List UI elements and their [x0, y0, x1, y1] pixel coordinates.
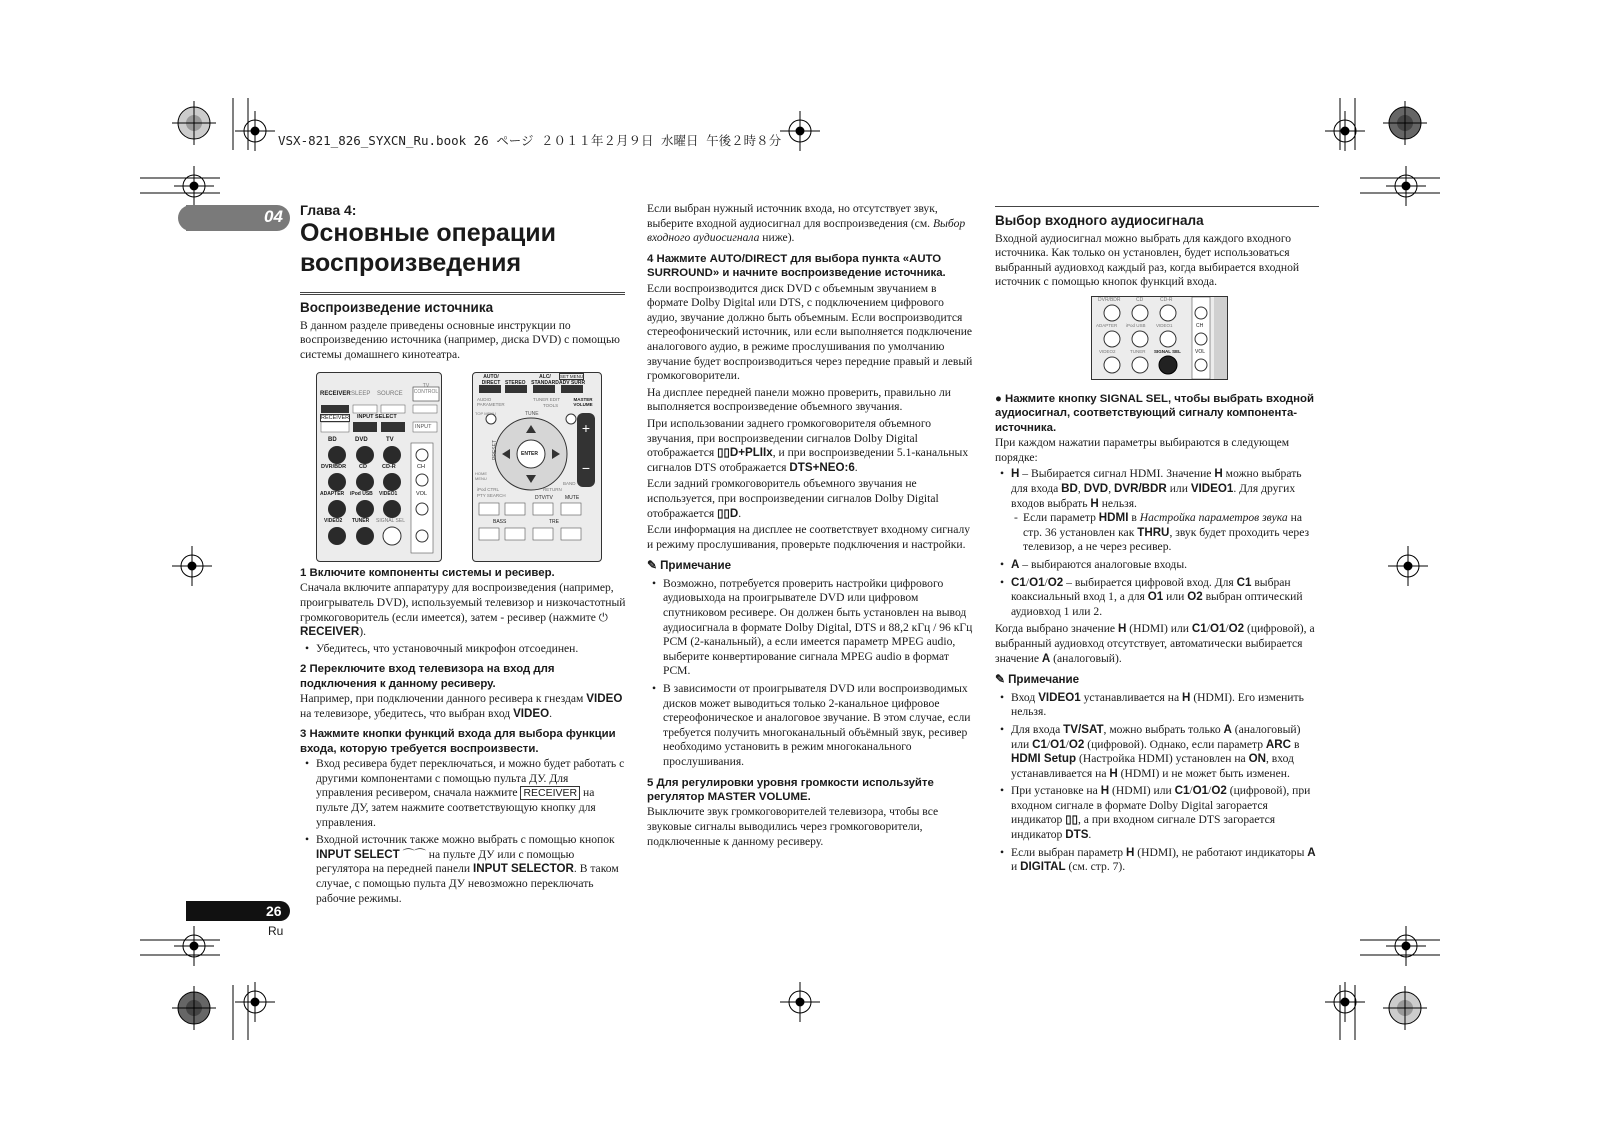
remote-label-tune-top: TUNE [525, 411, 539, 417]
step-4-p2: На дисплее передней панели можно проверить, правильно ли выполняется воспроизведение объемного звучания. [647, 385, 951, 414]
dd-plIIx-indicator: ▯▯D+PLIIx [717, 446, 773, 460]
n2-tvsat: TV/SAT [1063, 722, 1104, 736]
note-heading-col2 [647, 558, 975, 574]
sub-thru: THRU [1137, 525, 1170, 539]
section-rule [300, 292, 625, 295]
remote-label-adv-surr: ADV SURR [559, 380, 586, 386]
column-3 [995, 214, 1320, 292]
remote-label-tuner: TUNER [352, 518, 370, 524]
remote-label-receiver: RECEIVER [320, 391, 351, 397]
step-4-p5: Если информация на дисплее не соответствует входному сигналу и режиму прослушивания, проверьте подключения и настройки. [647, 523, 971, 551]
option-h-d: можно выбрать для входа [1011, 467, 1302, 495]
remote-label-alc-standard: ALC/ STANDARD [531, 374, 559, 386]
option-a-key: A [1011, 557, 1020, 571]
section-title-audio-input: Выбор входного аудиосигнала [995, 213, 1204, 228]
column-3-body [995, 392, 1320, 878]
step-3-bullets [300, 757, 626, 906]
signal-sel-instruction: ● Нажмите кнопку SIGNAL SEL, чтобы выбрать входной аудиосигнал, соответствующий сигналу компонента-источника. [995, 393, 1314, 434]
sub-link: Настройка параметров звука [1139, 511, 1288, 525]
remote-label-adapter: ADAPTER [320, 491, 345, 497]
step-2-a: Например, при подключении данного ресивера к гнездам [300, 692, 587, 706]
col3-when: Когда выбрано значение H (HDMI) или C1/O1/O2 (цифровой), а выбранный аудиовход отсутствует, автоматически выбирается значение A (аналоговый). [995, 622, 1315, 665]
option-h-g: нельзя. [1098, 496, 1137, 510]
n3-b: (HDMI) или [1109, 784, 1175, 798]
n3-c1: C1 [1174, 784, 1190, 798]
remote-label-ipod-ctrl: iPod CTRL [477, 487, 500, 492]
remote-label-input-select: INPUT SELECT [357, 414, 397, 420]
option-c1-o1-o2: • C1/O1/O2 – выбирается цифровой вход. Для C1 выбран коаксиальный вход 1, а для O1 или O2 выбран оптический аудиовход 1 или 2. [1011, 576, 1320, 620]
option-c-f: выбран коаксиальный вход 1, а для [1011, 575, 1291, 604]
remote-label-home-menu: HOME MENU [475, 471, 487, 481]
n2-h: H [1109, 766, 1118, 780]
note-col3-2: • Для входа TV/SAT, можно выбрать только A (аналоговый) или C1/O1/O2 (цифровой). Однако, если параметр ARC в HDMI Setup (Настройка HDMI) установлен на ON, вход устанавливается на H (HDMI) и не может быть изменен. [1011, 723, 1320, 781]
n2-a2: A [1223, 722, 1232, 736]
option-h-c: H [1214, 467, 1223, 481]
step-3-title: 3 Нажмите кнопки функций входа для выбора функции входа, которую требуется воспроизвести. [300, 728, 616, 755]
remote-label-dvr-bdr: DVR/BDR [321, 464, 347, 470]
option-h-dvrbdr: DVR/BDR [1113, 482, 1167, 495]
option-h-e: . Для других входов выбрать [1011, 482, 1296, 510]
n4-a2: A [1307, 845, 1316, 859]
n2-hdmisetup: HDMI Setup [1011, 752, 1077, 766]
n2-c1: C1 [1032, 737, 1047, 751]
remote-illustration-left [316, 372, 442, 562]
remote-label-signal-sel-col3: SIGNAL SEL [1154, 349, 1181, 354]
signal-options-list [995, 467, 1320, 619]
note-title-col3: Примечание [1008, 673, 1080, 687]
remote-label-preset-left: PRESET [492, 439, 499, 461]
pencil-icon: ✎ [647, 558, 658, 573]
note-col2-2: • В зависимости от проигрывателя DVD или воспроизводимых дисков может выводиться только 2-канальное цифровое стереофоническое и аналоговое звучание. В этом случае, если требуется получить многоканальный объёмный звук, ресивер необходимо установить в режим многоканального прослушивания. [663, 682, 975, 770]
column-1 [300, 301, 626, 364]
n2-g: , вход устанавливается на [1011, 752, 1294, 780]
n1-c: (HDMI). Его изменить нельзя. [1011, 690, 1304, 719]
col3-order: При каждом нажатии параметры выбираются в следующем порядке: [995, 436, 1290, 464]
step-4-p1: Если воспроизводится диск DVD с объемным звучанием в формате Dolby Digital или DTS, с подключением цифрового аудио, звучание должно быть объемным. Если воспроизводится стереофонический источник, или если выполняется подключение аналогового аудио, в режиме прослушивания по умолчанию звучание будет воспроизводиться через передние правый и левый громкоговорители. [647, 281, 973, 383]
page-number: 26 [266, 903, 282, 919]
remote-label-bd: BD [328, 437, 337, 443]
remote-label-cd-r-col3: CD-R [1160, 297, 1173, 303]
note-col3-4 [1011, 846, 1320, 875]
n3-dts: DTS [1065, 828, 1089, 842]
remote-label-video1-col3: VIDEO1 [1156, 323, 1173, 328]
remote-label-audio-parameter: AUDIO PARAMETER [477, 397, 505, 407]
remote-label-input: INPUT [415, 424, 432, 430]
option-c-j: выбран оптический аудиовход 1 или 2. [1011, 590, 1303, 618]
remote-label-tools: TOOLS [543, 403, 559, 408]
remote-label-return: RETURN [543, 487, 562, 492]
note-list-col2 [647, 577, 975, 770]
n2-o1: O1 [1050, 737, 1066, 751]
step-4-p3-b: , и при воспроизведении 5.1-канальных сигналов DTS отображается [647, 446, 969, 474]
option-c-b: O1 [1029, 575, 1045, 589]
note-list-col3 [995, 691, 1320, 875]
step-1-title: 1 Включите компоненты системы и ресивер. [300, 567, 555, 579]
receiver-key: RECEIVER [520, 786, 580, 800]
option-h-sublist [1011, 511, 1320, 555]
option-c-i: O2 [1187, 590, 1203, 604]
n3-e: . [1088, 828, 1092, 842]
step-5-text: Выключите звук громкоговорителей телевизора, чтобы все звуковые сигналы выводились через громкоговорители, подключенные к данному ресиверу. [647, 805, 939, 848]
page-language: Ru [268, 924, 284, 938]
section-rule-col3 [995, 206, 1319, 207]
remote-label-video2-col3: VIDEO2 [1099, 349, 1116, 354]
step-4-p4-a: Если задний громкоговоритель объемного звучания не используется, при воспроизведении сигналов Dolby Digital отображается [647, 477, 939, 520]
step-4-title: 4 Нажмите AUTO/DIRECT для выбора пункта «AUTO SURROUND» и начните воспроизведение источника. [647, 252, 946, 280]
remote-label-vol: VOL [416, 491, 428, 497]
note-title-col2: Примечание [660, 559, 732, 573]
chapter-number: 04 [264, 207, 283, 226]
n4-d: (см. стр. 7). [1065, 860, 1126, 874]
option-c-a: C1 [1011, 575, 1026, 589]
remote-illustration-signal-sel [1091, 296, 1228, 380]
input-select-key: INPUT SELECT [316, 847, 400, 861]
option-h-bd: BD [1061, 482, 1078, 495]
step-1-text-a: Сначала включите аппаратуру для воспроизведения (например, проигрыватель DVD), используемый телевизор и низкочастотный громкоговоритель (если имеется), затем - ресивер (нажмите [300, 581, 626, 624]
n4-a: Если выбран параметр [1011, 845, 1127, 859]
when-a: Когда выбрано значение [995, 622, 1118, 636]
n4-c: и [1011, 860, 1021, 874]
n3-dd-indicator: ▯▯ [1065, 813, 1078, 827]
step-3-bullet-2 [316, 833, 626, 906]
step-4-p4 [647, 477, 975, 521]
n1-b: устанавливается на [1080, 690, 1183, 704]
option-h-f: H [1090, 496, 1099, 510]
option-h-or: или [1166, 482, 1191, 495]
remote-label-cd-r: CD-R [382, 464, 396, 470]
n2-o2: O2 [1068, 737, 1085, 751]
option-a [1011, 558, 1320, 573]
option-c-g: O1 [1147, 590, 1164, 604]
dd-indicator: ▯▯D [717, 506, 739, 520]
remote-label-tuner-col3: TUNER [1130, 349, 1146, 354]
remote-label-sleep: SLEEP [351, 391, 371, 397]
remote-label-stereo: STEREO [505, 380, 526, 386]
step-2-video: VIDEO [586, 692, 623, 706]
n2-arc: ARC [1265, 737, 1292, 751]
pencil-icon: ✎ [995, 672, 1006, 687]
sub-b: в [1128, 511, 1140, 525]
n2-i: (HDMI) и не может быть изменен. [1117, 766, 1290, 780]
note-col2-1: • Возможно, потребуется проверить настройки цифрового аудиовыхода на проигрывателе DVD или цифровом спутниковом ресивере. Он должен быть установлен на вывод аудиосигнала в формате Dolby Digital, DTS и 88,2 кГц / 96 кГц PCM (2-канальный), а если имеется параметр MPEG audio, выберите конвертирование сигнала MPEG audio в формат PCM. [663, 577, 975, 679]
sub-c: на стр. 36 установлен как [1023, 511, 1302, 539]
remote-label-tre: TRE [549, 519, 559, 525]
step-2-c: . [549, 706, 553, 720]
remote-label-receiver-2: RECEIVER [321, 415, 350, 421]
step-3-b1-a: Вход ресивера будет переключаться, и можно будет работать с другими компонентами с помощью пульта ДУ. Для управления ресивером, сначала нажмите [316, 757, 625, 800]
option-h-sub [1023, 511, 1320, 555]
step-3-b1-b: на пульте ДУ, затем нажмите соответствующую кнопку для управления. [316, 786, 596, 829]
remote-label-dvd: DVD [355, 437, 368, 443]
n4-digital: DIGITAL [1020, 860, 1066, 874]
step-1-text-b: ). [359, 625, 367, 639]
input-select-arrows-icon: ⌒⌒ [402, 847, 426, 861]
n2-c: (аналоговый) или [1011, 722, 1301, 751]
sub-d: , звук будет проходить через телевизор, а не через ресивер. [1023, 525, 1310, 554]
when-a2: A [1041, 651, 1051, 665]
sub-hdmi: HDMI [1098, 511, 1129, 525]
chapter-label: Глава 4: [300, 202, 357, 218]
option-h: • H – Выбирается сигнал HDMI. Значение H можно выбрать для входа BD, DVD, DVR/BDR или VIDEO1. Для других входов выбрать H нельзя. - Если параметр HDMI в Настройка параметров звука на стр. 36 установлен как THRU, звук будет проходить через телевизор, а не через ресивер. [1011, 467, 1320, 555]
step-1-bullets [300, 642, 626, 657]
remote-label-video2: VIDEO2 [324, 518, 343, 524]
power-icon: ⏻ [598, 610, 608, 624]
input-selector-key: INPUT SELECTOR [473, 862, 574, 876]
when-c: (цифровой), а выбранный аудиовход отсутствует, автоматически выбирается значение [995, 622, 1315, 665]
n3-o1: O1 [1192, 784, 1209, 798]
remote-label-ch-col3: CH [1196, 323, 1204, 329]
remote-label-dvr-bdr-col3: DVR/BDR [1098, 297, 1121, 303]
option-h-key: H [1011, 467, 1020, 481]
section-intro: В данном разделе приведены основные инструкции по воспроизведению источника (например, диска DVD) с помощью системы домашнего кинотеатра. [300, 318, 620, 361]
step-4-p4-b: . [738, 506, 742, 520]
section-title-playback: Воспроизведение источника [300, 300, 494, 315]
remote-label-ipod-usb-col3: iPod USB [1126, 323, 1146, 328]
n3-h: H [1100, 784, 1110, 798]
remote-label-enter: ENTER [521, 451, 538, 457]
option-c-d: – выбирается цифровой вход. Для [1063, 575, 1237, 589]
n2-e: в [1291, 737, 1300, 751]
step-3-bullet-1 [316, 757, 626, 830]
n1-video1: VIDEO1 [1038, 690, 1081, 704]
when-b: (HDMI) или [1126, 622, 1192, 636]
step-1-receiver: RECEIVER [300, 625, 360, 639]
remote-label-set-menu: SET MENU [560, 374, 584, 379]
step-2-b: на телевизоре, убедитесь, что выбран вход [300, 706, 514, 720]
remote-label-video1: VIDEO1 [379, 491, 398, 497]
dts-neo6-indicator: DTS+NEO:6 [789, 460, 855, 474]
when-c1: C1 [1191, 622, 1207, 636]
remote-label-ch: CH [417, 464, 425, 470]
n3-o2: O2 [1211, 784, 1227, 798]
svg-text:−: − [581, 460, 591, 476]
remote-label-mute: MUTE [565, 495, 580, 501]
option-h-b: – Выбирается сигнал HDMI. Значение [1019, 467, 1215, 481]
remote-label-top-menu: TOP MENU [475, 411, 496, 416]
n3-a: При установке на [1011, 784, 1101, 798]
when-h: H [1117, 622, 1127, 636]
option-c-e: C1 [1236, 575, 1252, 589]
remote-label-dtv-tv: DTV/TV [535, 495, 553, 501]
step-4-p3-c: . [854, 460, 858, 474]
step-3-b2-a: Входной источник также можно выбрать с помощью кнопок [316, 833, 615, 847]
remote-label-tv: TV [386, 437, 394, 443]
option-h-dvd: DVD [1083, 482, 1109, 495]
remote-illustration-right [472, 372, 602, 562]
n2-b: , можно выбрать только [1103, 722, 1224, 736]
remote-label-tv-control: TV CONTROL [413, 383, 439, 395]
n1-h: H [1182, 690, 1191, 704]
n4-b: (HDMI), не работают индикаторы [1134, 845, 1308, 859]
option-h-video1: VIDEO1 [1190, 482, 1234, 495]
col3-intro: Входной аудиосигнал можно выбрать для каждого входного источника. Как только он установлен, будет использоваться выбранный аудиовход каждый раз, когда выбирается входной источник с помощью кнопок функций входа. [995, 231, 1300, 289]
remote-label-source: SOURCE [377, 391, 403, 397]
n2-a: Для входа [1011, 722, 1064, 736]
col2-intro [647, 202, 975, 246]
remote-label-bass: BASS [493, 519, 507, 525]
note-heading-col3 [995, 672, 1320, 688]
remote-label-adapter-col3: ADAPTER [1096, 323, 1118, 328]
remote-label-ipod-usb: iPod USB [350, 491, 373, 497]
step-1-text [300, 581, 626, 639]
n3-c: (цифровой), при входном сигнале в формате Dolby Digital загорается индикатор [1011, 784, 1311, 827]
note-col3-3: • При установке на H (HDMI) или C1/O1/O2 (цифровой), при входном сигнале в формате Dolby Digital загорается индикатор ▯▯, а при входном сигнале DTS загорается индикатор DTS. [1011, 784, 1320, 842]
remote-label-tuner-edit: TUNER EDIT [533, 397, 560, 402]
step-4-p3 [647, 417, 975, 475]
n4-h: H [1126, 845, 1135, 859]
step-2-title: 2 Переключите вход телевизора на вход для подключения к данному ресиверу. [300, 663, 555, 690]
remote-label-band: BAND [563, 481, 576, 486]
column-2 [647, 202, 975, 851]
remote-signal-sel-buttons [1092, 297, 1227, 379]
option-c-h: или [1163, 590, 1188, 604]
n2-d: (цифровой). Однако, если параметр [1084, 737, 1266, 751]
remote-label-signal-sel: SIGNAL SEL [376, 518, 405, 524]
col2-intro-link: Выбор входного аудиосигнала [647, 216, 966, 245]
when-d: (аналоговый). [1050, 651, 1122, 665]
step-3-b2-b: на пульте ДУ или с помощью регулятора на передней панели [316, 847, 575, 876]
remote-label-cd: CD [359, 464, 367, 470]
when-o1: O1 [1209, 622, 1226, 636]
n2-f: (Настройка HDMI) установлен на [1076, 752, 1249, 766]
remote-label-pty-search: PTY SEARCH [477, 493, 506, 498]
when-o2: O2 [1228, 622, 1245, 636]
step-2-text [300, 692, 626, 721]
remote-label-vol-col3: VOL [1195, 349, 1206, 355]
n1-a: Вход [1011, 690, 1039, 704]
chapter-title: Основные операции воспроизведения [300, 219, 556, 277]
remote-label-cd-col3: CD [1136, 297, 1144, 303]
col2-intro-a: Если выбран нужный источник входа, но отсутствует звук, выберите входной аудиосигнал для воспроизведения (см. [647, 202, 938, 230]
n3-d: , а при входном сигнале DTS загорается индикатор [1011, 813, 1276, 842]
step-4-p3-a: При использовании заднего громкоговорителя объемного звучания, при воспроизведении сигналов Dolby Digital отображается [647, 416, 932, 460]
col2-intro-b: ниже). [759, 231, 795, 245]
step-3-b2-c: . В таком случае, с помощью пульта ДУ невозможно переключать рабочие режимы. [316, 862, 619, 905]
column-1-steps [300, 566, 626, 909]
step-5-title: 5 Для регулировки уровня громкости используйте регулятор MASTER VOLUME. [647, 776, 934, 803]
option-a-text: – выбираются аналоговые входы. [1019, 557, 1188, 571]
print-header: VSX-821_826_SYXCN_Ru.book 26 ページ ２０１１年２月９日 水曜日 午後２時８分 [278, 133, 782, 148]
note-col3-1 [1011, 691, 1320, 720]
step-1-bullet: • Убедитесь, что установочный микрофон отсоединен. [316, 642, 626, 657]
sub-a: Если параметр [1023, 511, 1099, 525]
option-c-c: O2 [1047, 575, 1064, 589]
n2-on: ON [1248, 752, 1266, 766]
remote-label-auto-direct: AUTO/ DIRECT [481, 374, 501, 386]
svg-text:+: + [581, 420, 591, 436]
remote-label-master-volume: MASTER VOLUME [573, 397, 593, 407]
step-2-video-2: VIDEO [513, 706, 550, 720]
